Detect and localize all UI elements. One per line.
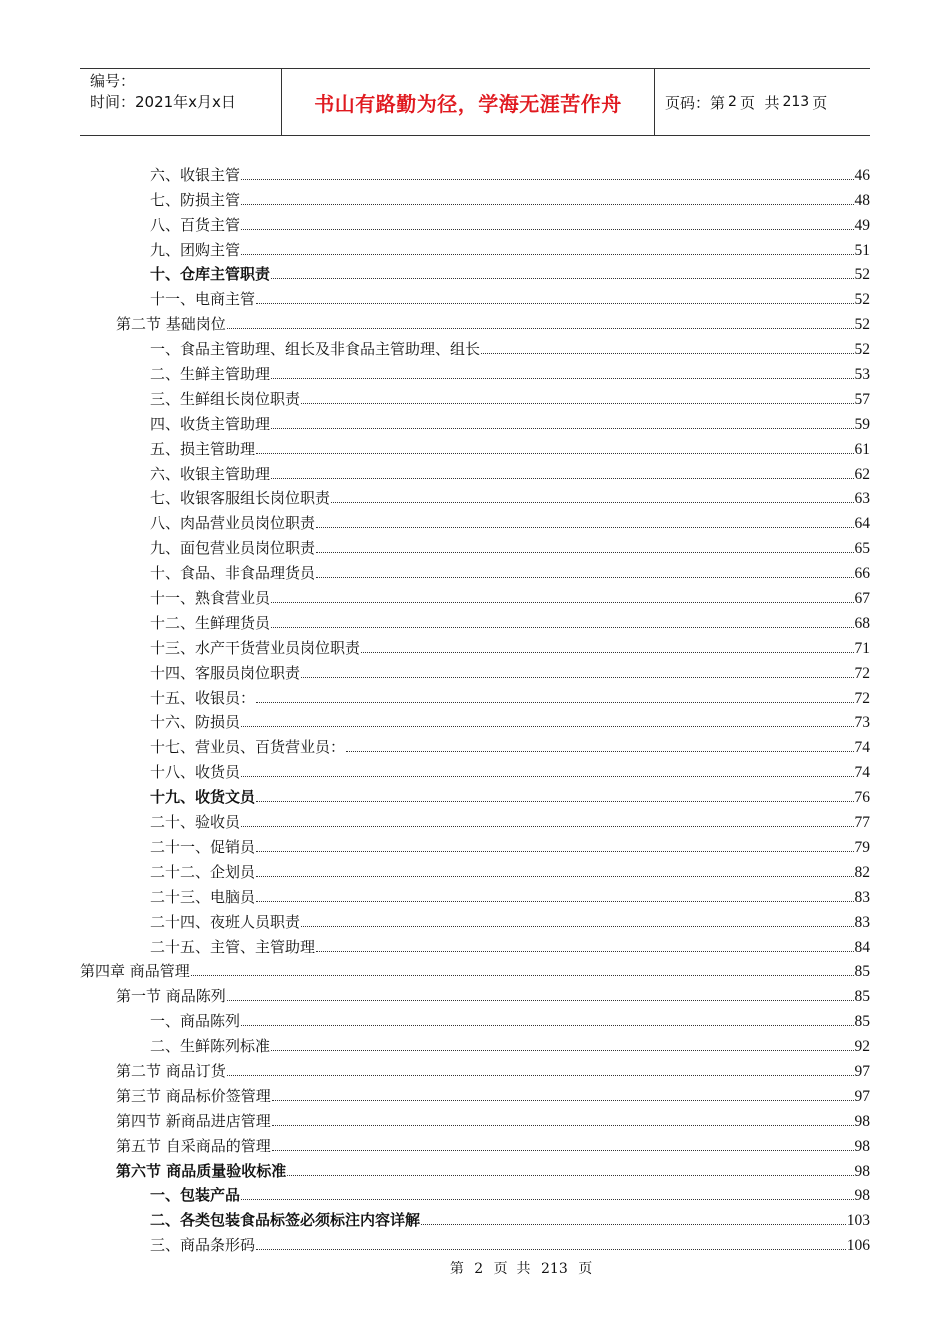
toc-leader-dots: [271, 428, 853, 429]
toc-entry[interactable]: [80, 235, 870, 260]
toc-leader-dots: [241, 204, 853, 205]
toc-entry[interactable]: [80, 409, 870, 434]
toc-entry-title: 十三、水产干货营业员岗位职责: [150, 638, 361, 657]
header-meta: [80, 69, 282, 135]
toc-leader-dots: [256, 876, 853, 877]
toc-entry-page: 97: [854, 1087, 870, 1105]
toc-leader-dots: [361, 652, 853, 653]
toc-entry-title: 十二、生鲜理货员: [150, 613, 271, 632]
toc-entry[interactable]: [80, 807, 870, 832]
toc-entry[interactable]: [80, 334, 870, 359]
toc-leader-dots: [256, 453, 853, 454]
toc-entry[interactable]: [80, 508, 870, 533]
toc-entry-title: 三、生鲜组长岗位职责: [150, 389, 301, 408]
toc-entry-page: 65: [854, 540, 870, 558]
toc-entry-title: 十四、客服员岗位职责: [150, 663, 301, 682]
toc-entry-page: 72: [854, 689, 870, 707]
toc-entry[interactable]: [80, 384, 870, 409]
toc-entry-page: 83: [854, 888, 870, 906]
toc-leader-dots: [256, 851, 853, 852]
toc-entry[interactable]: [80, 1031, 870, 1056]
toc-leader-dots: [316, 527, 853, 528]
toc-entry-page: 52: [854, 291, 870, 309]
header-motto: 书山有路勤为径，学海无涯苦作舟: [282, 69, 655, 135]
toc-entry-page: 74: [854, 739, 870, 757]
time-label: 时间：2021年x月x日: [90, 93, 236, 111]
toc-leader-dots: [241, 1025, 853, 1026]
toc-entry[interactable]: [80, 459, 870, 484]
toc-entry[interactable]: [80, 1106, 870, 1131]
toc-entry-page: 82: [854, 863, 870, 881]
toc-entry-page: 64: [854, 515, 870, 533]
toc-entry-page: 71: [854, 639, 870, 657]
toc-leader-dots: [271, 627, 853, 628]
toc-entry-title: 一、商品陈列: [150, 1012, 241, 1031]
toc-entry[interactable]: [80, 757, 870, 782]
toc-entry-title: 二十三、电脑员: [150, 887, 256, 906]
toc-leader-dots: [421, 1224, 846, 1225]
toc-entry[interactable]: [80, 882, 870, 907]
toc-leader-dots: [256, 901, 853, 902]
toc-leader-dots: [227, 1075, 854, 1076]
toc-entry-title: 二、各类包装食品标签必须标注内容详解: [150, 1211, 421, 1230]
toc-leader-dots: [271, 1050, 853, 1051]
toc-entry-page: 48: [854, 191, 870, 209]
toc-leader-dots: [271, 602, 853, 603]
toc-entry-page: 61: [854, 440, 870, 458]
toc-entry[interactable]: [80, 359, 870, 384]
toc-entry-page: 98: [854, 1112, 870, 1130]
toc-entry-page: 98: [854, 1137, 870, 1155]
toc-entry-title: 第二节 商品订货: [116, 1061, 226, 1080]
toc-entry-page: 79: [854, 838, 870, 856]
header-page-suffix: 页: [812, 93, 828, 112]
toc-entry-title: 二十、验收员: [150, 813, 241, 832]
toc-entry[interactable]: [80, 284, 870, 309]
toc-leader-dots: [241, 726, 853, 727]
footer-page-number: 2: [474, 1261, 484, 1277]
toc-leader-dots: [241, 229, 853, 230]
toc-entry-title: 第五节 自采商品的管理: [116, 1136, 271, 1155]
toc-leader-dots: [227, 328, 854, 329]
header-page-mid: 页 共: [739, 93, 780, 112]
toc-entry[interactable]: [80, 981, 870, 1006]
toc-entry-title: 十一、电商主管: [150, 290, 256, 309]
toc-entry-page: 84: [854, 938, 870, 956]
toc-leader-dots: [241, 179, 853, 180]
toc-leader-dots: [256, 1249, 846, 1250]
toc-entry[interactable]: [80, 583, 870, 608]
toc-entry-title: 六、收银主管助理: [150, 464, 271, 483]
page-header: [80, 68, 870, 136]
toc-entry[interactable]: [80, 185, 870, 210]
toc-entry-title: 二十一、促销员: [150, 837, 256, 856]
toc-entry-title: 二、生鲜主管助理: [150, 365, 271, 384]
header-page-info: [655, 69, 870, 135]
toc-leader-dots: [287, 1175, 853, 1176]
toc-entry[interactable]: [80, 782, 870, 807]
toc-leader-dots: [272, 1150, 854, 1151]
header-page-total: 213: [782, 94, 810, 110]
toc-entry-page: 77: [854, 814, 870, 832]
toc-entry-page: 53: [854, 366, 870, 384]
header-page-prefix: 页码：第: [665, 93, 726, 112]
toc-entry-title: 七、防损主管: [150, 190, 241, 209]
toc-leader-dots: [256, 702, 853, 703]
toc-entry[interactable]: [80, 1056, 870, 1081]
toc-entry[interactable]: [80, 1156, 870, 1181]
toc-entry[interactable]: [80, 434, 870, 459]
table-of-contents: [80, 160, 870, 1255]
toc-leader-dots: [241, 1199, 853, 1200]
toc-entry-title: 八、百货主管: [150, 215, 241, 234]
toc-entry-title: 十六、防损员: [150, 713, 241, 732]
toc-entry-page: 68: [854, 614, 870, 632]
toc-entry-page: 83: [854, 913, 870, 931]
toc-entry-page: 106: [846, 1237, 870, 1255]
toc-entry-page: 76: [854, 789, 870, 807]
toc-entry-title: 一、食品主管助理、组长及非食品主管助理、组长: [150, 340, 481, 359]
toc-entry[interactable]: [80, 957, 870, 982]
toc-entry-title: 五、损主管助理: [150, 439, 256, 458]
toc-entry-page: 52: [854, 316, 870, 334]
toc-entry-title: 十八、收货员: [150, 763, 241, 782]
toc-leader-dots: [271, 478, 853, 479]
toc-entry-title: 九、面包营业员岗位职责: [150, 539, 316, 558]
toc-entry-page: 72: [854, 664, 870, 682]
toc-entry-title: 十七、营业员、百货营业员：: [150, 738, 346, 757]
toc-entry-page: 57: [854, 390, 870, 408]
toc-entry-title: 八、肉品营业员岗位职责: [150, 514, 316, 533]
toc-leader-dots: [271, 378, 853, 379]
footer-mid: 页 共: [493, 1261, 531, 1277]
toc-entry-title: 第一节 商品陈列: [116, 987, 226, 1006]
toc-leader-dots: [301, 403, 853, 404]
toc-entry-title: 九、团购主管: [150, 240, 241, 259]
footer-page-total: 213: [541, 1261, 568, 1277]
footer-prefix: 第: [449, 1261, 464, 1277]
toc-entry[interactable]: [80, 832, 870, 857]
toc-leader-dots: [301, 677, 853, 678]
footer-suffix: 页: [578, 1261, 593, 1277]
toc-leader-dots: [272, 1125, 854, 1126]
toc-entry-page: 97: [854, 1062, 870, 1080]
toc-entry[interactable]: [80, 1131, 870, 1156]
toc-entry[interactable]: [80, 608, 870, 633]
toc-entry[interactable]: [80, 1205, 870, 1230]
toc-entry[interactable]: [80, 683, 870, 708]
page-footer: [0, 1258, 950, 1278]
toc-entry[interactable]: [80, 1006, 870, 1031]
toc-entry-page: 103: [846, 1212, 870, 1230]
toc-entry-title: 二、生鲜陈列标准: [150, 1037, 271, 1056]
toc-entry-page: 46: [854, 166, 870, 184]
toc-entry-page: 92: [854, 1038, 870, 1056]
toc-entry-page: 49: [854, 216, 870, 234]
toc-entry[interactable]: [80, 907, 870, 932]
toc-entry[interactable]: [80, 932, 870, 957]
toc-leader-dots: [241, 776, 853, 777]
toc-entry-page: 85: [854, 963, 870, 981]
toc-entry-page: 73: [854, 714, 870, 732]
toc-leader-dots: [227, 1000, 854, 1001]
toc-entry-title: 七、收银客服组长岗位职责: [150, 489, 331, 508]
toc-entry-title: 六、收银主管: [150, 165, 241, 184]
toc-leader-dots: [256, 801, 853, 802]
toc-entry[interactable]: [80, 160, 870, 185]
toc-entry-title: 第六节 商品质量验收标准: [116, 1161, 287, 1180]
toc-entry[interactable]: [80, 633, 870, 658]
toc-leader-dots: [271, 278, 853, 279]
toc-entry-title: 二十四、夜班人员职责: [150, 912, 301, 931]
toc-leader-dots: [481, 353, 853, 354]
toc-leader-dots: [272, 1100, 854, 1101]
toc-entry[interactable]: [80, 857, 870, 882]
toc-entry[interactable]: [80, 1230, 870, 1255]
toc-leader-dots: [191, 975, 854, 976]
toc-entry-page: 74: [854, 764, 870, 782]
toc-entry-title: 十九、收货文员: [150, 788, 256, 807]
toc-entry-page: 98: [854, 1162, 870, 1180]
toc-leader-dots: [316, 577, 853, 578]
toc-entry-title: 二十五、主管、主管助理: [150, 937, 316, 956]
toc-entry[interactable]: [80, 1081, 870, 1106]
toc-entry-title: 一、包装产品: [150, 1186, 241, 1205]
toc-entry-page: 59: [854, 415, 870, 433]
toc-entry[interactable]: [80, 484, 870, 509]
toc-leader-dots: [241, 826, 853, 827]
toc-entry-title: 第二节 基础岗位: [116, 315, 226, 334]
toc-entry-page: 66: [854, 565, 870, 583]
toc-entry-page: 62: [854, 465, 870, 483]
toc-entry-title: 十、食品、非食品理货员: [150, 564, 316, 583]
code-label: 编号：: [90, 72, 136, 90]
toc-leader-dots: [316, 951, 853, 952]
toc-entry-title: 十、仓库主管职责: [150, 265, 271, 284]
toc-entry-title: 第三节 商品标价签管理: [116, 1086, 271, 1105]
toc-entry[interactable]: [80, 558, 870, 583]
toc-entry-title: 十五、收银员：: [150, 688, 256, 707]
toc-leader-dots: [301, 926, 853, 927]
toc-entry-title: 第四章 商品管理: [80, 962, 190, 981]
toc-entry-title: 二十二、企划员: [150, 862, 256, 881]
toc-entry-page: 67: [854, 590, 870, 608]
header-page-number: 2: [728, 94, 737, 110]
toc-entry-page: 85: [854, 988, 870, 1006]
toc-entry-page: 52: [854, 341, 870, 359]
toc-entry-title: 十一、熟食营业员: [150, 589, 271, 608]
toc-entry[interactable]: [80, 708, 870, 733]
toc-entry-page: 51: [854, 241, 870, 259]
toc-leader-dots: [256, 303, 853, 304]
toc-leader-dots: [316, 552, 853, 553]
toc-entry[interactable]: [80, 210, 870, 235]
toc-entry[interactable]: [80, 732, 870, 757]
toc-entry-page: 98: [854, 1187, 870, 1205]
toc-entry[interactable]: [80, 1181, 870, 1206]
toc-entry-page: 52: [854, 266, 870, 284]
toc-leader-dots: [331, 502, 853, 503]
toc-entry[interactable]: [80, 309, 870, 334]
toc-leader-dots: [346, 751, 853, 752]
toc-entry-page: 85: [854, 1013, 870, 1031]
toc-entry[interactable]: [80, 533, 870, 558]
toc-entry-title: 三、商品条形码: [150, 1236, 256, 1255]
toc-entry-title: 第四节 新商品进店管理: [116, 1111, 271, 1130]
toc-leader-dots: [241, 254, 853, 255]
toc-entry-title: 四、收货主管助理: [150, 414, 271, 433]
toc-entry-page: 63: [854, 490, 870, 508]
toc-entry[interactable]: [80, 658, 870, 683]
toc-entry[interactable]: [80, 260, 870, 285]
